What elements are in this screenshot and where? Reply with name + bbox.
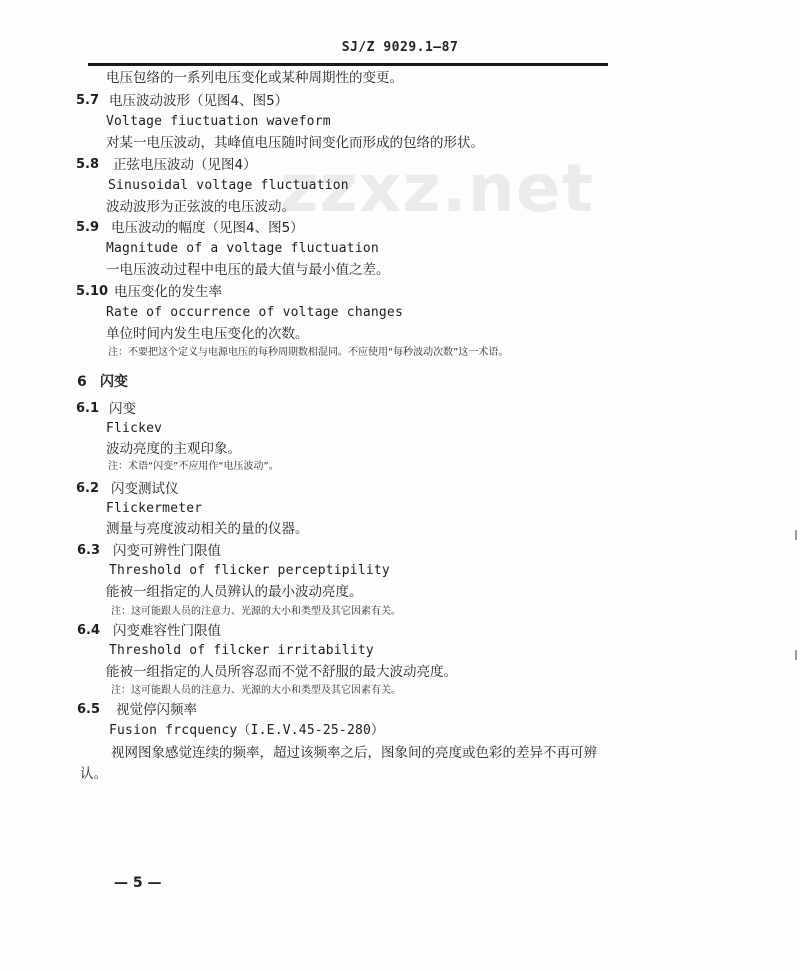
clause-title: 电压波动的幅度（见图4、图5） (111, 220, 304, 236)
clause-number: 6.5 (77, 702, 101, 717)
definition-text: 单位时间内发生电压变化的次数。 (106, 326, 309, 342)
clause-title: 闪变 (109, 401, 136, 417)
definition-text: 视网图象感觉连续的频率，超过该频率之后，图象间的亮度或色彩的差异不再可辨 (111, 745, 597, 761)
scan-speck (795, 650, 797, 660)
english-term: Rate of occurrence of voltage changes (106, 305, 403, 320)
standard-code-header: SJ/Z 9029.1—87 (341, 40, 459, 55)
definition-text: 波动波形为正弦波的电压波动。 (106, 199, 295, 215)
clause-title: 闪变难容性门限值 (113, 623, 221, 639)
english-term: Fusion frcquency（I.E.V.45-25-280） (109, 723, 385, 738)
clause-number: 6.2 (76, 481, 100, 496)
clause-number: 6.4 (77, 623, 101, 638)
section-title: 闪变 (100, 374, 128, 390)
definition-text-continued: 认。 (80, 766, 107, 782)
clause-title: 闪变测试仪 (111, 481, 179, 497)
english-term: Flickermeter (106, 501, 203, 516)
clause-title: 闪变可辨性门限值 (113, 543, 221, 559)
english-term: Voltage fiuctuation waveform (106, 114, 331, 129)
definition-text: 能被一组指定的人员辨认的最小波动亮度。 (106, 584, 363, 600)
definition-text: 一电压波动过程中电压的最大值与最小值之差。 (106, 262, 390, 278)
definition-text: 能被一组指定的人员所容忍而不觉不舒服的最大波动亮度。 (106, 664, 457, 680)
definition-text: 对某一电压波动，其峰值电压随时间变化而形成的包络的形状。 (106, 135, 484, 151)
clause-number: 5.8 (76, 157, 100, 172)
header-rule (88, 63, 608, 66)
english-term: Threshold of flicker perceptipility (109, 563, 390, 578)
clause-title: 视觉停闪频率 (116, 702, 197, 718)
scan-speck (795, 530, 797, 540)
clause-title: 正弦电压波动（见图4） (113, 157, 257, 173)
definition-text: 波动亮度的主观印象。 (106, 441, 241, 457)
english-term: Magnitude of a voltage fluctuation (106, 241, 379, 256)
page-number: — 5 — (114, 875, 162, 891)
clause-title: 电压变化的发生率 (114, 284, 222, 300)
clause-number: 6.1 (76, 401, 100, 416)
english-term: Sinusoidal voltage fluctuation (108, 178, 349, 193)
clause-number: 6.3 (77, 543, 101, 558)
section-number: 6 (77, 374, 87, 390)
note-text: 注：术语“闪变”不应用作“电压波动”。 (108, 461, 279, 472)
note-text: 注：不要把这个定义与电源电压的每秒周期数相混同。不应使用“每秒波动次数”这一术语。 (108, 347, 509, 358)
clause-number: 5.9 (76, 220, 100, 235)
note-text: 注：这可能跟人员的注意力、光源的大小和类型及其它因素有关。 (111, 606, 401, 617)
note-text: 注：这可能跟人员的注意力、光源的大小和类型及其它因素有关。 (111, 685, 401, 696)
english-term: Flickev (106, 421, 163, 436)
clause-title: 电压波动波形（见图4、图5） (109, 93, 289, 109)
clause-number: 5.10 (76, 284, 109, 299)
watermark: zzxz.net (280, 150, 595, 227)
english-term: Threshold of filcker irritability (109, 643, 374, 658)
paragraph-continuation: 电压包络的一系列电压变化或某种周期性的变更。 (106, 70, 403, 86)
definition-text: 测量与亮度波动相关的量的仪器。 (106, 521, 309, 537)
clause-number: 5.7 (76, 93, 100, 108)
